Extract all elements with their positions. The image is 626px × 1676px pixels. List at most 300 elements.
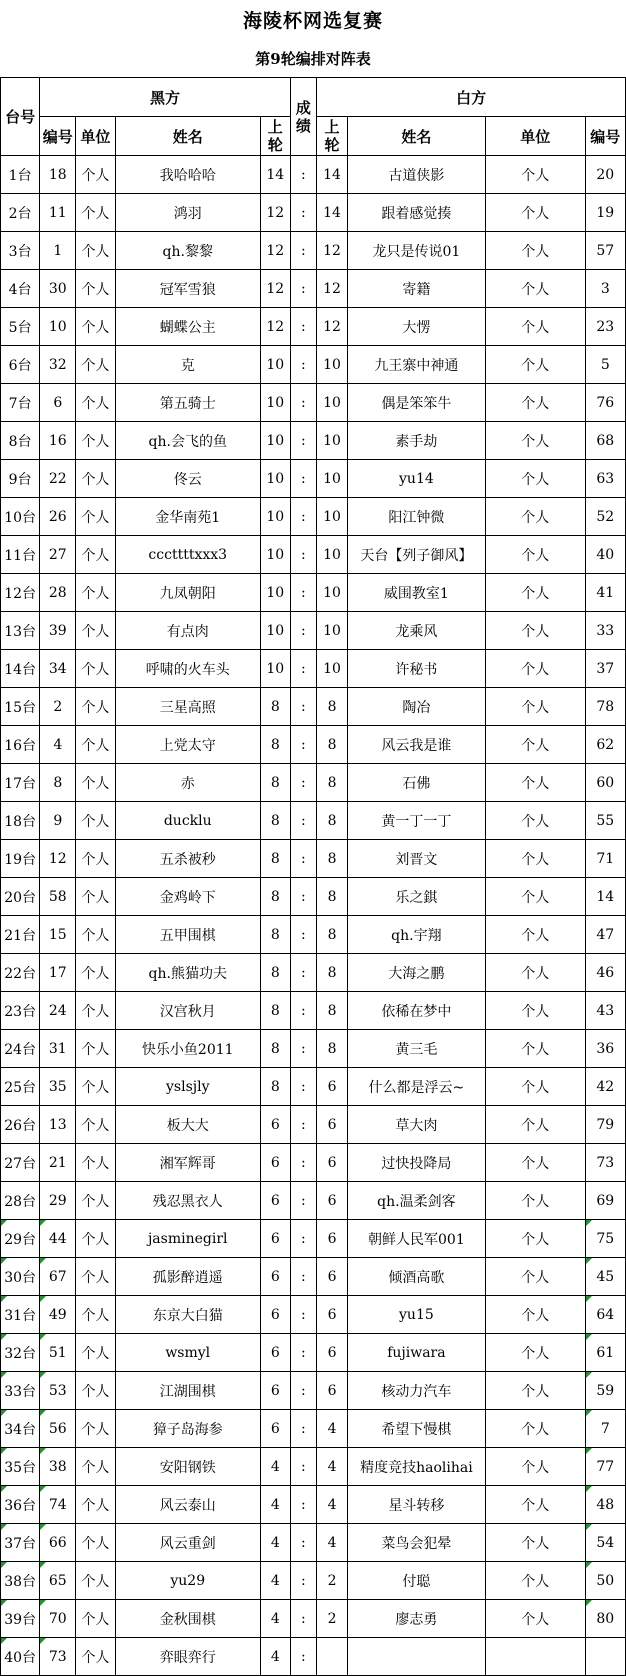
result-cell: :	[290, 422, 317, 460]
black-name-cell: 九凤朝阳	[115, 574, 260, 612]
header-table-no: 台号	[1, 78, 40, 156]
black-num-cell: 29	[40, 1182, 76, 1220]
result-cell: :	[290, 1486, 317, 1524]
table-row	[1, 1068, 626, 1106]
black-unit-cell: 个人	[76, 460, 115, 498]
white-num-cell: 73	[585, 1144, 625, 1182]
table-row	[1, 1600, 626, 1638]
black-unit-cell: 个人	[76, 1600, 115, 1638]
black-prev-cell: 8	[260, 1030, 290, 1068]
table-row	[1, 954, 626, 992]
black-prev-cell: 4	[260, 1448, 290, 1486]
white-prev-cell: 4	[317, 1486, 348, 1524]
black-name-cell: qh.会飞的鱼	[115, 422, 260, 460]
black-num-cell: 21	[40, 1144, 76, 1182]
table-no-cell: 1台	[1, 156, 40, 194]
result-cell: :	[290, 498, 317, 536]
white-prev-cell: 8	[317, 840, 348, 878]
result-cell: :	[290, 726, 317, 764]
white-name-cell: 什么都是浮云~	[347, 1068, 485, 1106]
white-prev-cell: 6	[317, 1220, 348, 1258]
black-unit-cell: 个人	[76, 878, 115, 916]
white-name-cell: 石佛	[347, 764, 485, 802]
table-no-cell: 25台	[1, 1068, 40, 1106]
result-cell: :	[290, 1144, 317, 1182]
white-name-cell: 依稀在梦中	[347, 992, 485, 1030]
white-num-cell: 23	[585, 308, 625, 346]
white-num-cell: 14	[585, 878, 625, 916]
black-name-cell: 我哈哈哈	[115, 156, 260, 194]
white-name-cell: 威围教室1	[347, 574, 485, 612]
result-cell: :	[290, 194, 317, 232]
white-prev-cell: 10	[317, 650, 348, 688]
white-name-cell: 星斗转移	[347, 1486, 485, 1524]
black-name-cell: 蝴蝶公主	[115, 308, 260, 346]
black-unit-cell: 个人	[76, 1448, 115, 1486]
white-prev-cell: 14	[317, 156, 348, 194]
table-row	[1, 536, 626, 574]
header-white-prev: 上 轮	[317, 117, 348, 156]
result-cell: :	[290, 232, 317, 270]
white-name-cell: 朝鲜人民军001	[347, 1220, 485, 1258]
black-unit-cell: 个人	[76, 384, 115, 422]
table-row	[1, 1144, 626, 1182]
white-num-cell: 75	[585, 1220, 625, 1258]
black-name-cell: 风云泰山	[115, 1486, 260, 1524]
black-name-cell: 江湖围棋	[115, 1372, 260, 1410]
result-cell: :	[290, 650, 317, 688]
white-name-cell: 风云我是谁	[347, 726, 485, 764]
white-unit-cell: 个人	[485, 536, 585, 574]
result-cell: :	[290, 612, 317, 650]
black-prev-cell: 14	[260, 156, 290, 194]
black-num-cell: 11	[40, 194, 76, 232]
black-name-cell: 金鸡岭下	[115, 878, 260, 916]
black-prev-cell: 10	[260, 460, 290, 498]
header-black: 黑方	[40, 78, 290, 117]
black-unit-cell: 个人	[76, 726, 115, 764]
white-unit-cell: 个人	[485, 156, 585, 194]
black-prev-cell: 6	[260, 1106, 290, 1144]
black-name-cell: cccttttxxx3	[115, 536, 260, 574]
black-name-cell: 残忍黑衣人	[115, 1182, 260, 1220]
result-cell: :	[290, 878, 317, 916]
black-unit-cell: 个人	[76, 194, 115, 232]
table-no-cell: 13台	[1, 612, 40, 650]
black-num-cell: 32	[40, 346, 76, 384]
table-no-cell: 28台	[1, 1182, 40, 1220]
white-unit-cell: 个人	[485, 916, 585, 954]
table-row	[1, 574, 626, 612]
white-unit-cell: 个人	[485, 1182, 585, 1220]
black-name-cell: 弈眼弈行	[115, 1638, 260, 1676]
white-unit-cell: 个人	[485, 1600, 585, 1638]
white-name-cell: 素手劫	[347, 422, 485, 460]
black-name-cell: 孤影醉逍遥	[115, 1258, 260, 1296]
white-num-cell: 77	[585, 1448, 625, 1486]
white-num-cell: 55	[585, 802, 625, 840]
black-unit-cell: 个人	[76, 688, 115, 726]
white-num-cell: 48	[585, 1486, 625, 1524]
result-cell: :	[290, 992, 317, 1030]
table-row	[1, 270, 626, 308]
black-name-cell: 湘军辉哥	[115, 1144, 260, 1182]
table-row	[1, 308, 626, 346]
white-unit-cell: 个人	[485, 954, 585, 992]
white-name-cell: yu15	[347, 1296, 485, 1334]
black-prev-cell: 8	[260, 764, 290, 802]
table-row	[1, 384, 626, 422]
white-num-cell: 41	[585, 574, 625, 612]
black-name-cell: 有点肉	[115, 612, 260, 650]
white-prev-cell: 6	[317, 1106, 348, 1144]
white-unit-cell: 个人	[485, 650, 585, 688]
result-cell: :	[290, 1068, 317, 1106]
white-unit-cell: 个人	[485, 574, 585, 612]
white-unit-cell: 个人	[485, 1220, 585, 1258]
result-cell: :	[290, 688, 317, 726]
result-cell: :	[290, 1334, 317, 1372]
black-prev-cell: 10	[260, 536, 290, 574]
black-num-cell: 13	[40, 1106, 76, 1144]
black-unit-cell: 个人	[76, 916, 115, 954]
black-num-cell: 4	[40, 726, 76, 764]
white-prev-cell: 14	[317, 194, 348, 232]
table-row	[1, 1258, 626, 1296]
table-no-cell: 32台	[1, 1334, 40, 1372]
black-unit-cell: 个人	[76, 1296, 115, 1334]
table-no-cell: 18台	[1, 802, 40, 840]
white-num-cell: 64	[585, 1296, 625, 1334]
black-name-cell: 快乐小鱼2011	[115, 1030, 260, 1068]
white-name-cell: 过快投降局	[347, 1144, 485, 1182]
black-name-cell: 呼啸的火车头	[115, 650, 260, 688]
white-unit-cell: 个人	[485, 384, 585, 422]
table-no-cell: 14台	[1, 650, 40, 688]
black-prev-cell: 12	[260, 308, 290, 346]
black-num-cell: 56	[40, 1410, 76, 1448]
table-no-cell: 2台	[1, 194, 40, 232]
black-num-cell: 28	[40, 574, 76, 612]
table-row	[1, 992, 626, 1030]
table-no-cell: 36台	[1, 1486, 40, 1524]
table-row	[1, 1448, 626, 1486]
white-prev-cell: 6	[317, 1296, 348, 1334]
black-unit-cell: 个人	[76, 536, 115, 574]
white-prev-cell: 8	[317, 878, 348, 916]
white-name-cell	[347, 1638, 485, 1676]
table-no-cell: 3台	[1, 232, 40, 270]
white-num-cell: 54	[585, 1524, 625, 1562]
white-num-cell: 52	[585, 498, 625, 536]
white-num-cell: 69	[585, 1182, 625, 1220]
white-unit-cell: 个人	[485, 1486, 585, 1524]
black-unit-cell: 个人	[76, 1106, 115, 1144]
table-row	[1, 688, 626, 726]
table-row	[1, 156, 626, 194]
black-num-cell: 58	[40, 878, 76, 916]
white-name-cell: 龙乘风	[347, 612, 485, 650]
black-num-cell: 8	[40, 764, 76, 802]
white-unit-cell: 个人	[485, 422, 585, 460]
header-white-num: 编号	[585, 117, 625, 156]
black-unit-cell: 个人	[76, 1486, 115, 1524]
black-name-cell: ducklu	[115, 802, 260, 840]
table-no-cell: 20台	[1, 878, 40, 916]
result-cell: :	[290, 1030, 317, 1068]
white-prev-cell: 8	[317, 802, 348, 840]
black-unit-cell: 个人	[76, 1144, 115, 1182]
black-name-cell: yu29	[115, 1562, 260, 1600]
black-prev-cell: 8	[260, 726, 290, 764]
black-name-cell: 五甲围棋	[115, 916, 260, 954]
black-unit-cell: 个人	[76, 612, 115, 650]
table-no-cell: 33台	[1, 1372, 40, 1410]
black-name-cell: 佟云	[115, 460, 260, 498]
white-num-cell: 63	[585, 460, 625, 498]
black-name-cell: 风云重剑	[115, 1524, 260, 1562]
white-prev-cell: 2	[317, 1600, 348, 1638]
white-prev-cell: 6	[317, 1258, 348, 1296]
white-unit-cell: 个人	[485, 1334, 585, 1372]
table-no-cell: 24台	[1, 1030, 40, 1068]
black-unit-cell: 个人	[76, 954, 115, 992]
table-no-cell: 7台	[1, 384, 40, 422]
white-name-cell: 寄籍	[347, 270, 485, 308]
result-cell: :	[290, 384, 317, 422]
table-no-cell: 12台	[1, 574, 40, 612]
result-cell: :	[290, 308, 317, 346]
table-no-cell: 5台	[1, 308, 40, 346]
black-prev-cell: 8	[260, 688, 290, 726]
result-cell: :	[290, 574, 317, 612]
black-prev-cell: 4	[260, 1600, 290, 1638]
black-num-cell: 31	[40, 1030, 76, 1068]
black-prev-cell: 10	[260, 574, 290, 612]
result-cell: :	[290, 156, 317, 194]
table-row	[1, 916, 626, 954]
black-prev-cell: 6	[260, 1182, 290, 1220]
black-prev-cell: 8	[260, 1068, 290, 1106]
black-prev-cell: 10	[260, 612, 290, 650]
black-prev-cell: 8	[260, 840, 290, 878]
table-row	[1, 650, 626, 688]
black-num-cell: 49	[40, 1296, 76, 1334]
table-no-cell: 31台	[1, 1296, 40, 1334]
black-name-cell: 金秋围棋	[115, 1600, 260, 1638]
white-unit-cell: 个人	[485, 840, 585, 878]
white-prev-cell: 10	[317, 346, 348, 384]
white-num-cell: 42	[585, 1068, 625, 1106]
black-prev-cell: 4	[260, 1562, 290, 1600]
black-num-cell: 66	[40, 1524, 76, 1562]
white-prev-cell: 8	[317, 954, 348, 992]
table-row	[1, 346, 626, 384]
white-name-cell: 九王寨中神通	[347, 346, 485, 384]
black-unit-cell: 个人	[76, 422, 115, 460]
black-unit-cell: 个人	[76, 650, 115, 688]
result-cell: :	[290, 840, 317, 878]
pairing-table	[0, 77, 626, 1676]
white-prev-cell: 4	[317, 1524, 348, 1562]
white-num-cell: 59	[585, 1372, 625, 1410]
table-row	[1, 422, 626, 460]
black-prev-cell: 10	[260, 498, 290, 536]
black-num-cell: 51	[40, 1334, 76, 1372]
white-name-cell: qh.宇翔	[347, 916, 485, 954]
black-unit-cell: 个人	[76, 840, 115, 878]
result-cell: :	[290, 1448, 317, 1486]
table-row	[1, 802, 626, 840]
white-num-cell: 45	[585, 1258, 625, 1296]
table-row	[1, 1524, 626, 1562]
black-prev-cell: 6	[260, 1372, 290, 1410]
table-row	[1, 1296, 626, 1334]
white-unit-cell: 个人	[485, 1562, 585, 1600]
page-subtitle: 第9轮编排对阵表	[255, 50, 371, 68]
black-name-cell: 鸿羽	[115, 194, 260, 232]
white-prev-cell: 10	[317, 422, 348, 460]
white-prev-cell: 12	[317, 308, 348, 346]
white-name-cell: 菜鸟会犯晕	[347, 1524, 485, 1562]
black-num-cell: 16	[40, 422, 76, 460]
white-prev-cell: 10	[317, 460, 348, 498]
black-prev-cell: 6	[260, 1220, 290, 1258]
result-cell: :	[290, 1372, 317, 1410]
black-name-cell: jasminegirl	[115, 1220, 260, 1258]
result-cell: :	[290, 536, 317, 574]
black-num-cell: 38	[40, 1448, 76, 1486]
header-black-name: 姓名	[115, 117, 260, 156]
black-num-cell: 24	[40, 992, 76, 1030]
white-num-cell: 47	[585, 916, 625, 954]
black-num-cell: 67	[40, 1258, 76, 1296]
white-name-cell: 付聪	[347, 1562, 485, 1600]
table-no-cell: 26台	[1, 1106, 40, 1144]
black-unit-cell: 个人	[76, 156, 115, 194]
white-prev-cell: 8	[317, 688, 348, 726]
table-no-cell: 22台	[1, 954, 40, 992]
black-prev-cell: 4	[260, 1638, 290, 1676]
white-num-cell: 46	[585, 954, 625, 992]
black-name-cell: 五杀被秒	[115, 840, 260, 878]
table-row	[1, 1182, 626, 1220]
black-name-cell: 冠军雪狼	[115, 270, 260, 308]
table-no-cell: 19台	[1, 840, 40, 878]
table-row	[1, 460, 626, 498]
header-black-num: 编号	[40, 117, 76, 156]
white-prev-cell: 10	[317, 498, 348, 536]
white-name-cell: 倾酒高歌	[347, 1258, 485, 1296]
result-cell: :	[290, 1182, 317, 1220]
result-cell: :	[290, 764, 317, 802]
white-num-cell: 79	[585, 1106, 625, 1144]
black-name-cell: qh.熊猫功夫	[115, 954, 260, 992]
white-name-cell: 古道侠影	[347, 156, 485, 194]
white-name-cell: 阳江钟微	[347, 498, 485, 536]
table-body	[1, 156, 626, 1676]
black-num-cell: 12	[40, 840, 76, 878]
table-no-cell: 21台	[1, 916, 40, 954]
black-unit-cell: 个人	[76, 1562, 115, 1600]
white-unit-cell: 个人	[485, 802, 585, 840]
black-unit-cell: 个人	[76, 764, 115, 802]
black-prev-cell: 6	[260, 1296, 290, 1334]
result-cell: :	[290, 1258, 317, 1296]
white-num-cell: 78	[585, 688, 625, 726]
black-name-cell: 板大大	[115, 1106, 260, 1144]
black-unit-cell: 个人	[76, 1182, 115, 1220]
result-cell: :	[290, 1220, 317, 1258]
white-prev-cell: 4	[317, 1448, 348, 1486]
result-cell: :	[290, 916, 317, 954]
white-unit-cell: 个人	[485, 270, 585, 308]
white-name-cell: 许秘书	[347, 650, 485, 688]
white-name-cell: 偶是笨笨牛	[347, 384, 485, 422]
white-unit-cell: 个人	[485, 1258, 585, 1296]
black-name-cell: 克	[115, 346, 260, 384]
black-prev-cell: 8	[260, 878, 290, 916]
white-name-cell: 跟着感觉揍	[347, 194, 485, 232]
white-name-cell: 天台【列子御风】	[347, 536, 485, 574]
result-cell: :	[290, 460, 317, 498]
header-black-unit: 单位	[76, 117, 115, 156]
table-no-cell: 29台	[1, 1220, 40, 1258]
black-num-cell: 39	[40, 612, 76, 650]
white-name-cell: qh.温柔剑客	[347, 1182, 485, 1220]
black-name-cell: 第五骑士	[115, 384, 260, 422]
white-num-cell: 19	[585, 194, 625, 232]
black-name-cell: 汉宫秋月	[115, 992, 260, 1030]
white-num-cell: 40	[585, 536, 625, 574]
black-unit-cell: 个人	[76, 1372, 115, 1410]
black-unit-cell: 个人	[76, 992, 115, 1030]
white-unit-cell: 个人	[485, 1524, 585, 1562]
white-unit-cell: 个人	[485, 232, 585, 270]
table-row	[1, 1030, 626, 1068]
black-num-cell: 65	[40, 1562, 76, 1600]
table-no-cell: 23台	[1, 992, 40, 1030]
white-prev-cell: 10	[317, 612, 348, 650]
header-white: 白方	[317, 78, 626, 117]
black-name-cell: wsmyl	[115, 1334, 260, 1372]
table-row	[1, 840, 626, 878]
white-prev-cell: 10	[317, 574, 348, 612]
table-no-cell: 35台	[1, 1448, 40, 1486]
table-no-cell: 34台	[1, 1410, 40, 1448]
white-num-cell: 5	[585, 346, 625, 384]
black-num-cell: 1	[40, 232, 76, 270]
black-prev-cell: 8	[260, 802, 290, 840]
black-name-cell: 赤	[115, 764, 260, 802]
white-unit-cell: 个人	[485, 194, 585, 232]
black-num-cell: 10	[40, 308, 76, 346]
white-prev-cell: 6	[317, 1144, 348, 1182]
white-name-cell: 希望下慢棋	[347, 1410, 485, 1448]
white-prev-cell: 8	[317, 992, 348, 1030]
black-unit-cell: 个人	[76, 1220, 115, 1258]
black-num-cell: 35	[40, 1068, 76, 1106]
black-unit-cell: 个人	[76, 308, 115, 346]
table-no-cell: 17台	[1, 764, 40, 802]
white-num-cell: 60	[585, 764, 625, 802]
white-num-cell: 7	[585, 1410, 625, 1448]
black-name-cell: 上党太守	[115, 726, 260, 764]
white-prev-cell: 6	[317, 1334, 348, 1372]
white-unit-cell: 个人	[485, 726, 585, 764]
result-cell: :	[290, 1562, 317, 1600]
black-name-cell: 金华南苑1	[115, 498, 260, 536]
